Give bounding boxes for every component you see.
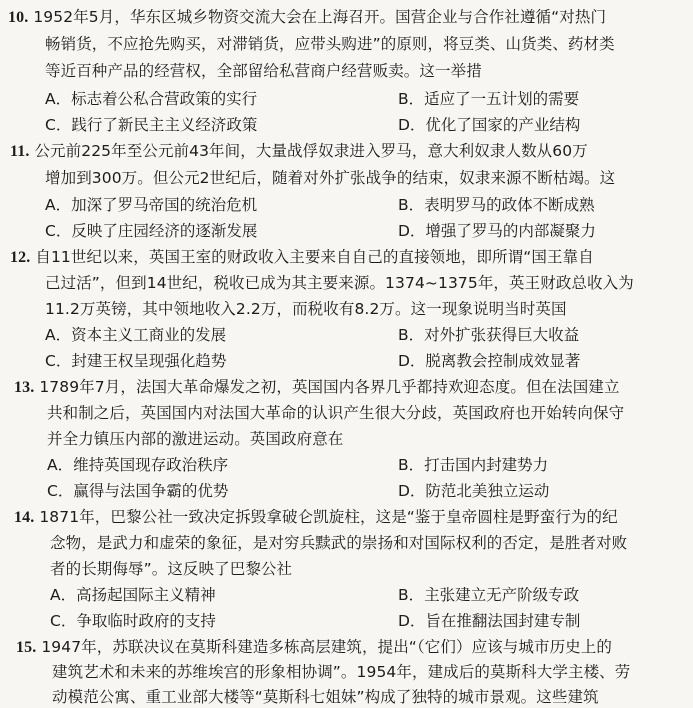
question-text-line: 1871年，巴黎公社一致决定拆毁拿破仑凯旋柱，这是“鉴于皇帝圆柱是野蛮行为的纪 (39, 508, 618, 526)
option-d: D．旨在推翻法国封建专制 (398, 612, 581, 630)
question-number: 14. (14, 509, 35, 526)
question-text-line: 1952年5月，华东区城乡物资交流大会在上海召开。国营企业与合作社遵循“对热门 (33, 8, 607, 26)
option-a: A．资本主义工商业的发展 (45, 326, 227, 344)
question-text-line: 公元前225年至公元前43年间，大量战俘奴隶进入罗马，意大利奴隶人数从60万 (34, 142, 588, 160)
question-text-line: 畅销货，不应抢先购买，对滞销货，应带头购进”的原则，将豆类、山货类、药材类 (45, 35, 615, 53)
option-a: A．标志着公私合营政策的实行 (45, 90, 258, 108)
question-number: 15. (16, 639, 37, 656)
option-a: A．高扬起国际主义精神 (50, 586, 216, 604)
option-b: B．打击国内封建势力 (398, 456, 549, 474)
question-text-line: 1789年7月，法国大革命爆发之初，英国国内各界几乎都持欢迎态度。但在法国建立 (39, 378, 620, 396)
option-d: D．增强了罗马的内部凝聚力 (398, 222, 596, 240)
option-d: D．优化了国家的产业结构 (398, 116, 581, 134)
option-b: B．对外扩张获得巨大收益 (398, 326, 580, 344)
option-a: A．加深了罗马帝国的统治危机 (45, 196, 258, 214)
option-c: C．争取临时政府的支持 (50, 612, 216, 630)
question-number: 13. (14, 379, 35, 396)
option-a: A．维持英国现存政治秩序 (47, 456, 229, 474)
question-text-line: 增加到300万。但公元2世纪后，随着对外扩张战争的结束，奴隶来源不断枯竭。这 (45, 169, 616, 187)
question-text-line: 共和制之后，英国国内对法国大革命的认识产生很大分歧，英国政府也开始转向保守 (47, 404, 625, 422)
question-text-line: 自11世纪以来，英国王室的财政收入主要来自自己的直接领地，即所谓“国王靠自 (35, 248, 594, 266)
question-text-line: 1947年，苏联决议在莫斯科建造多栋高层建筑，提出“（它们）应该与城市历史上的 (41, 638, 612, 656)
option-b: B．适应了一五计划的需要 (398, 90, 580, 108)
option-b: B．表明罗马的政体不断成熟 (398, 196, 595, 214)
question-text-line: 念物，是武力和虚荣的象征，是对穷兵黩武的崇扬和对国际权利的否定，是胜者对败 (50, 534, 628, 552)
option-c: C．反映了庄园经济的逐渐发展 (45, 222, 258, 240)
option-c: C．赢得与法国争霸的优势 (47, 482, 229, 500)
option-d: D．防范北美独立运动 (398, 482, 550, 500)
option-d: D．脱离教会控制成效显著 (398, 352, 581, 370)
option-c: C．封建王权呈现强化趋势 (45, 352, 227, 370)
question-text-line: 并全力镇压内部的激进运动。英国政府意在 (47, 430, 344, 448)
question-number: 11. (10, 143, 30, 160)
question-text-line: 等近百种产品的经营权，全部留给私营商户经营贩卖。这一举措 (45, 62, 482, 80)
question-text-line: 建筑艺术和未来的苏维埃宫的形象相协调”。1954年，建成后的莫斯科大学主楼、劳 (52, 663, 631, 681)
question-text-line: 动模范公寓、重工业部大楼等“莫斯科七姐妹”构成了独特的城市景观。这些建筑 (52, 688, 599, 706)
question-number: 12. (10, 249, 31, 266)
question-text-line: 己过活”，但到14世纪，税收已成为其主要来源。1374~1375年，英王财政总收入为 (45, 274, 634, 292)
question-text-line: 11.2万英镑，其中领地收入2.2万，而税收有8.2万。这一现象说明当时英国 (45, 300, 567, 318)
question-number: 10. (8, 9, 29, 26)
question-text-line: 者的长期侮辱”。这反映了巴黎公社 (50, 560, 293, 578)
option-c: C．践行了新民主主义经济政策 (45, 116, 258, 134)
option-b: B．主张建立无产阶级专政 (398, 586, 580, 604)
